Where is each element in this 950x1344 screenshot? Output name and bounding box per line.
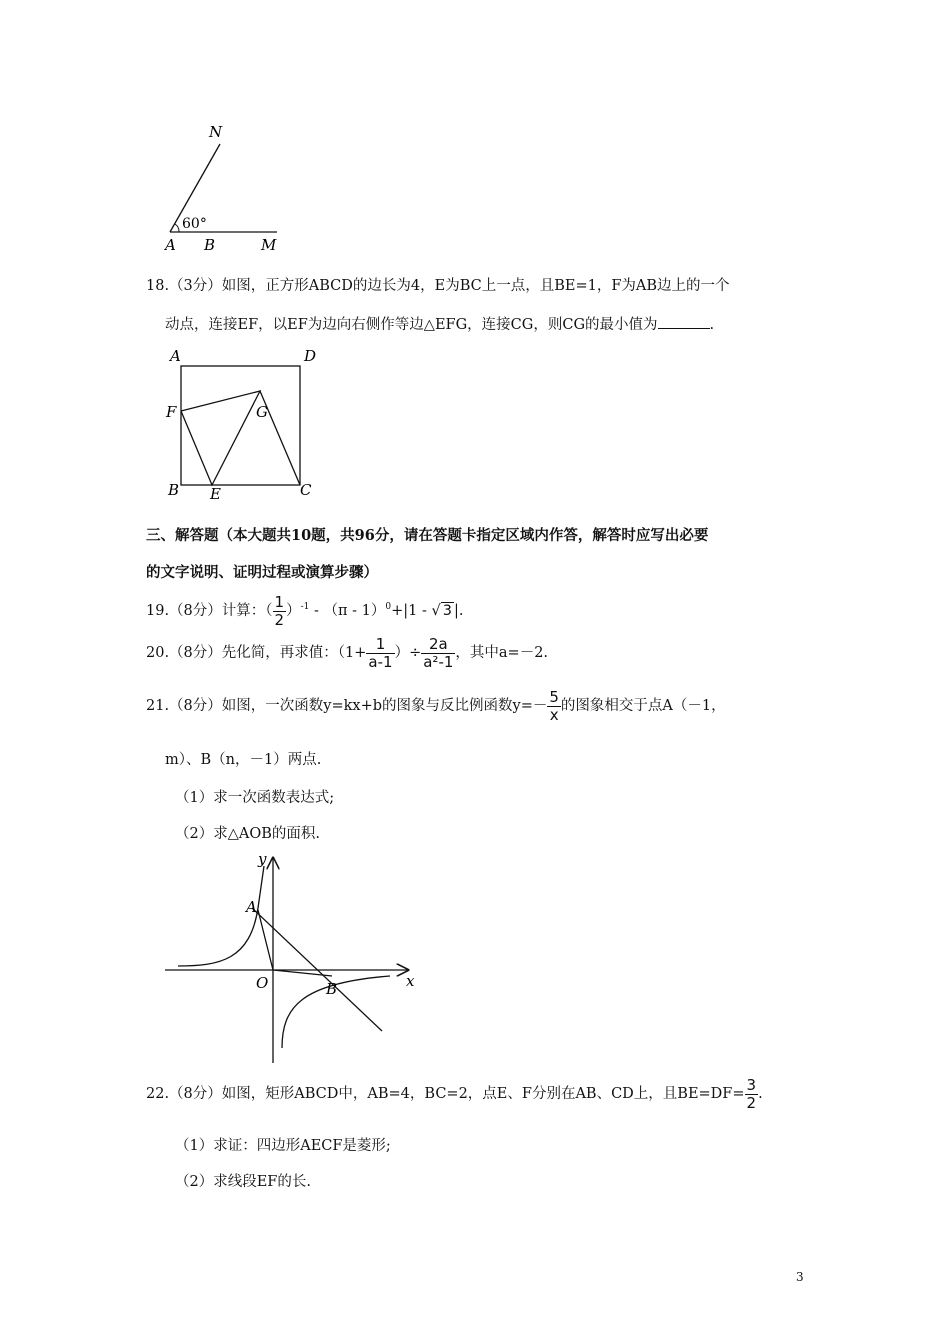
fraction: $\frac{1}{a-1}$ bbox=[368, 635, 393, 671]
fraction: $\frac{1}{2}$ bbox=[274, 593, 285, 629]
q18-line2: 动点，连接EF，以EF为边向右侧作等边△EFG，连接CG，则CG的最小值为 . bbox=[165, 313, 714, 334]
label-E: E bbox=[210, 485, 221, 503]
fraction: $\frac{5}{x}$ bbox=[549, 688, 559, 724]
label-A: A bbox=[170, 347, 181, 365]
q22-sub1: （1）求证：四边形AECF是菱形; bbox=[175, 1138, 391, 1154]
angle-figure bbox=[155, 118, 295, 258]
fraction: $\frac{2a}{\text{a²-1}}$ bbox=[423, 635, 454, 671]
q20: 20.（8分）先化简，再求值：（1+ $\frac{1}{a-1}$ ）÷ $\frac{2a}{\text{a²-1}}$ ，其中a=－2. bbox=[146, 635, 549, 671]
q21-sub2: （2）求△AOB的面积. bbox=[175, 826, 320, 842]
label-angle: 60° bbox=[182, 216, 207, 232]
q22-line1: 22.（8分）如图，矩形ABCD中，AB=4，BC=2，点E、F分别在AB、CD上，且BE=DF= $\frac{3}{2}$ . bbox=[146, 1076, 763, 1112]
label-B: B bbox=[168, 481, 180, 499]
q21-line1: 21.（8分）如图，一次函数y=kx+b的图象与反比例函数y=－ $\frac{5}{x}$ 的图象相交于点A（－1， bbox=[146, 688, 726, 724]
label-y: y bbox=[258, 850, 267, 868]
label-O: O bbox=[256, 974, 269, 992]
label-G: G bbox=[256, 403, 268, 421]
sqrt: 3 bbox=[442, 603, 452, 619]
q21-sub1: （1）求一次函数表达式; bbox=[175, 790, 335, 806]
q19: 19.（8分）计算：（ $\frac{1}{2}$ ）$^{-1}$ - （π - 1）$^0$+|1 - √ 3 |. bbox=[146, 593, 464, 629]
function-graph bbox=[160, 848, 420, 1068]
section-heading-line2: 的文字说明、证明过程或演算步骤） bbox=[146, 564, 378, 581]
section-heading-line1: 三、解答题（本大题共10题，共96分，请在答题卡指定区域内作答，解答时应写出必要 bbox=[146, 527, 709, 544]
page-number: 3 bbox=[796, 1270, 804, 1284]
label-B: B bbox=[204, 236, 216, 254]
label-C: C bbox=[300, 481, 312, 499]
q21-line2: m）、B（n，－1）两点. bbox=[165, 752, 322, 768]
label-N: N bbox=[209, 123, 223, 141]
label-x: x bbox=[406, 972, 415, 990]
answer-blank[interactable] bbox=[658, 314, 710, 329]
label-A: A bbox=[246, 898, 257, 916]
fraction: $\frac{3}{2}$ bbox=[746, 1076, 757, 1112]
square-figure bbox=[160, 345, 330, 505]
q18-line2-text: 动点，连接EF，以EF为边向右侧作等边△EFG，连接CG，则CG的最小值为 bbox=[165, 317, 658, 333]
label-F: F bbox=[166, 403, 177, 421]
label-B: B bbox=[326, 980, 338, 998]
label-M: M bbox=[261, 236, 277, 254]
q18-line1: 18.（3分）如图，正方形ABCD的边长为4，E为BC上一点，且BE=1，F为AB边上的一个 bbox=[146, 278, 730, 294]
q22-sub2: （2）求线段EF的长. bbox=[175, 1174, 311, 1190]
label-D: D bbox=[304, 347, 317, 365]
label-A: A bbox=[165, 236, 176, 254]
